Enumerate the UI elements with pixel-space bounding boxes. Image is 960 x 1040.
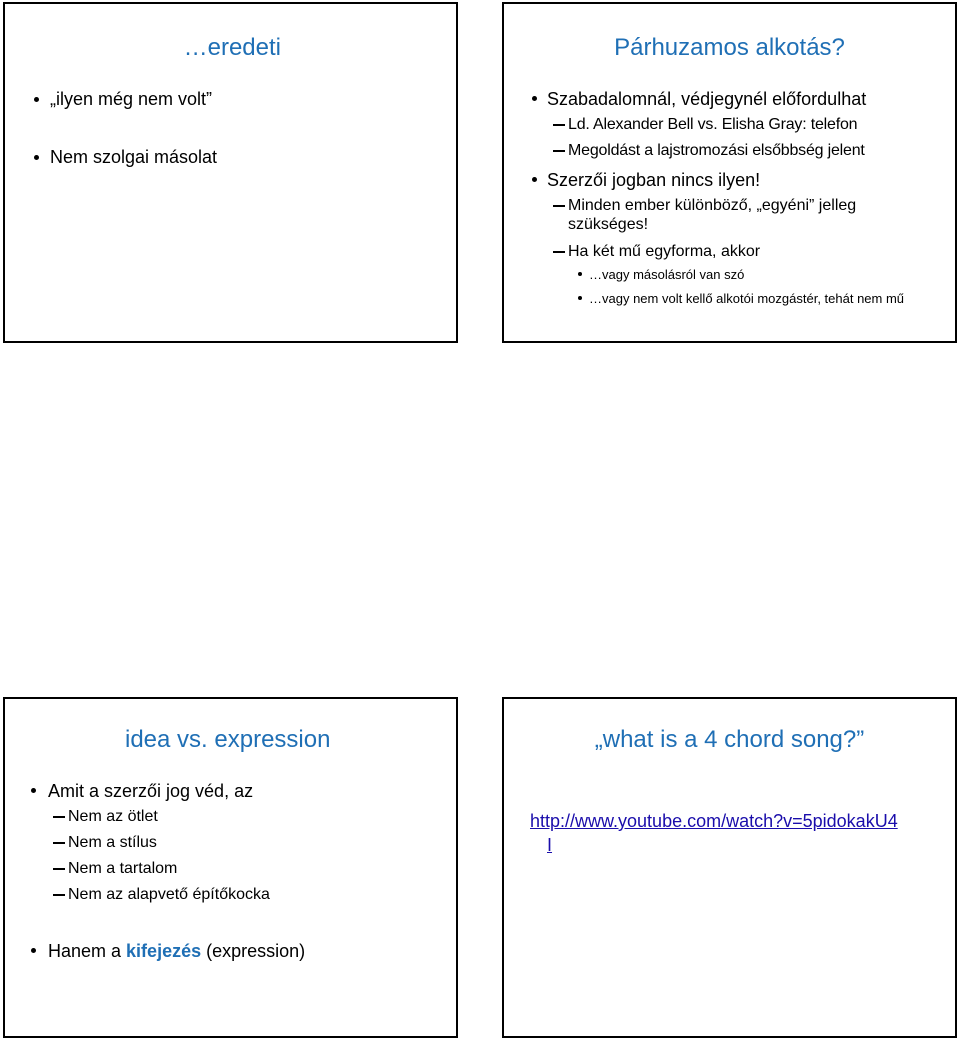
bullet-text: Szerzői jogban nincs ilyen! [547, 170, 761, 190]
bullet-icon [31, 788, 36, 793]
slide-parhuzamos-alkotas [502, 2, 957, 343]
sub-bullet-text: Nem az ötlet [68, 808, 158, 825]
youtube-link[interactable]: http://www.youtube.com/watch?v=5pidokakU4 [530, 811, 898, 831]
dash-icon [553, 124, 565, 126]
sub-bullet-text: Megoldást a lajstromozási elsőbbség jelent [568, 142, 865, 159]
highlight-term: kifejezés [126, 941, 202, 961]
dash-icon [53, 868, 65, 870]
bullet-icon [578, 296, 582, 300]
bullet-text: Nem szolgai másolat [50, 147, 218, 167]
bullet-icon [532, 177, 537, 182]
dash-icon [53, 816, 65, 818]
youtube-link-continued[interactable]: I [547, 835, 553, 855]
dash-icon [53, 842, 65, 844]
slide-4-chord-song [502, 697, 957, 1038]
sub-bullet-text: Ld. Alexander Bell vs. Elisha Gray: telefon [568, 116, 858, 133]
sub-bullet-text: Nem a tartalom [68, 860, 178, 877]
sub-bullet-text: Minden ember különböző, „egyéni” jelleg [568, 197, 857, 214]
dash-icon [553, 251, 565, 253]
sub-bullet-text: Nem az alapvető építőkocka [68, 886, 270, 903]
slide-title: …eredeti [183, 34, 281, 61]
sub-sub-bullet-text: …vagy nem volt kellő alkotói mozgástér, tehát nem mű [589, 291, 905, 306]
slide-eredeti [3, 2, 458, 343]
sub-sub-bullet-text: …vagy másolásról van szó [589, 267, 745, 282]
bullet-text [48, 941, 305, 961]
bullet-suffix: (expression) [201, 941, 306, 961]
bullet-text: „ilyen még nem volt” [50, 89, 213, 109]
bullet-text: Szabadalomnál, védjegynél előfordulhat [547, 89, 867, 109]
bullet-icon [532, 96, 537, 101]
sub-bullet-text: Nem a stílus [68, 834, 157, 851]
bullet-icon [31, 948, 36, 953]
sub-bullet-text: Ha két mű egyforma, akkor [568, 243, 761, 260]
slide-title: Párhuzamos alkotás? [614, 34, 845, 61]
dash-icon [553, 150, 565, 152]
bullet-text: Amit a szerzői jog véd, az [48, 781, 254, 801]
dash-icon [53, 894, 65, 896]
bullet-prefix: Hanem a [48, 941, 127, 961]
slide-idea-vs-expression [3, 697, 458, 1038]
bullet-icon [34, 155, 39, 160]
bullet-icon [578, 272, 582, 276]
slide-title: idea vs. expression [125, 726, 331, 753]
sub-bullet-text-continued: szükséges! [568, 216, 649, 233]
bullet-icon [34, 97, 39, 102]
dash-icon [553, 205, 565, 207]
slide-title: „what is a 4 chord song?” [594, 726, 865, 753]
